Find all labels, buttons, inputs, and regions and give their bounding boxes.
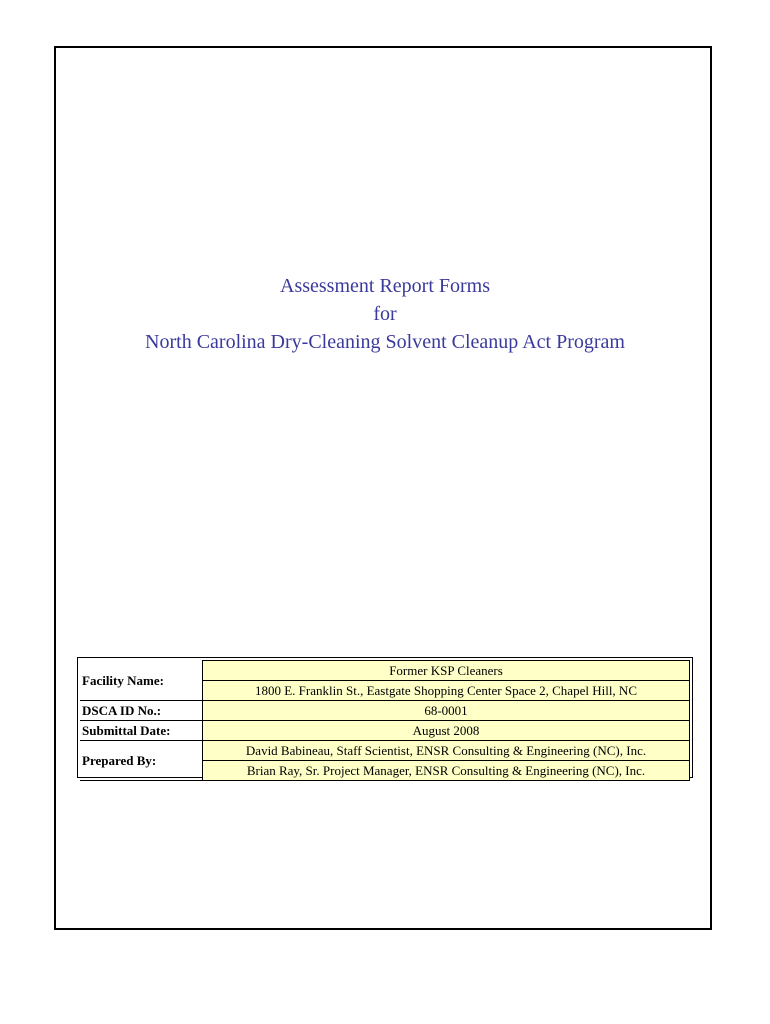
table-row-prepared-by (80, 741, 690, 761)
document-title (0, 272, 770, 356)
title-line-1: Assessment Report Forms (280, 275, 490, 297)
prepared-by-value-1: David Babineau, Staff Scientist, ENSR Consulting & Engineering (NC), Inc. (203, 741, 690, 761)
prepared-by-label: Prepared By: (80, 741, 203, 781)
facility-info-table (77, 657, 693, 778)
title-line-2: for (373, 303, 397, 325)
dsca-id-value: 68-0001 (203, 701, 690, 721)
submittal-date-label: Submittal Date: (80, 721, 203, 741)
table-row-facility (80, 661, 690, 681)
facility-name-value: Former KSP Cleaners (203, 661, 690, 681)
prepared-by-value-2: Brian Ray, Sr. Project Manager, ENSR Consulting & Engineering (NC), Inc. (203, 761, 690, 781)
title-line-3: North Carolina Dry-Cleaning Solvent Cleanup Act Program (145, 331, 625, 353)
table-row-dsca-id (80, 701, 690, 721)
dsca-id-label: DSCA ID No.: (80, 701, 203, 721)
table-row-submittal-date (80, 721, 690, 741)
facility-address-value: 1800 E. Franklin St., Eastgate Shopping Center Space 2, Chapel Hill, NC (203, 681, 690, 701)
facility-name-label: Facility Name: (80, 661, 203, 701)
submittal-date-value: August 2008 (203, 721, 690, 741)
page-border (54, 46, 712, 930)
